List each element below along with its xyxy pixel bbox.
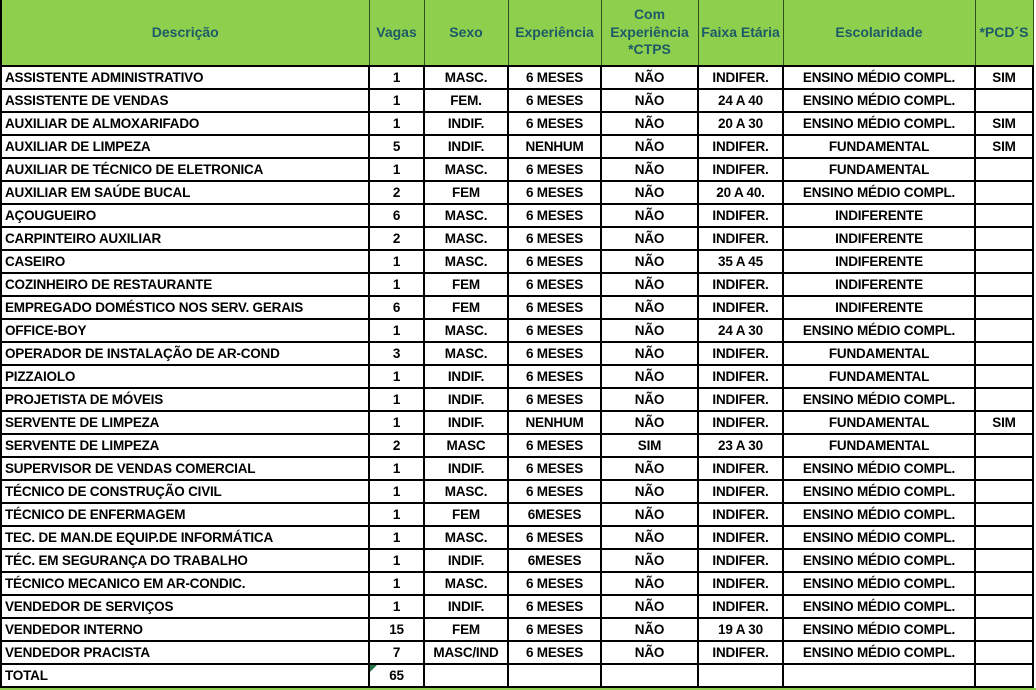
cell-sexo: MASC. — [424, 572, 508, 595]
total-empty-cell-sexo — [424, 664, 508, 687]
total-empty-cell-com-experiencia-ctps — [601, 664, 698, 687]
cell-descricao: ASSISTENTE DE VENDAS — [1, 89, 369, 112]
cell-escolaridade: ENSINO MÉDIO COMPL. — [783, 181, 975, 204]
cell-descricao: VENDEDOR DE SERVIÇOS — [1, 595, 369, 618]
cell-descricao: TÉCNICO MECANICO EM AR-CONDIC. — [1, 572, 369, 595]
cell-com-experiencia-ctps: NÃO — [601, 89, 698, 112]
cell-sexo: FEM — [424, 273, 508, 296]
table-row — [1, 89, 1033, 112]
cell-escolaridade: ENSINO MÉDIO COMPL. — [783, 457, 975, 480]
cell-pcds — [975, 572, 1033, 595]
cell-vagas: 2 — [369, 434, 424, 457]
total-empty-cell-faixa-etaria — [698, 664, 783, 687]
cell-vagas: 1 — [369, 89, 424, 112]
cell-experiencia: 6 MESES — [508, 480, 601, 503]
cell-sexo: MASC. — [424, 66, 508, 89]
cell-faixa-etaria: INDIFER. — [698, 66, 783, 89]
cell-faixa-etaria: 24 A 40 — [698, 89, 783, 112]
cell-sexo: MASC. — [424, 526, 508, 549]
cell-vagas: 1 — [369, 526, 424, 549]
table-row — [1, 572, 1033, 595]
cell-escolaridade: INDIFERENTE — [783, 296, 975, 319]
cell-pcds — [975, 181, 1033, 204]
cell-pcds — [975, 595, 1033, 618]
cell-vagas: 15 — [369, 618, 424, 641]
cell-vagas: 1 — [369, 503, 424, 526]
cell-experiencia: 6 MESES — [508, 342, 601, 365]
table-row — [1, 227, 1033, 250]
cell-experiencia: 6 MESES — [508, 250, 601, 273]
table-row — [1, 526, 1033, 549]
cell-experiencia: 6 MESES — [508, 227, 601, 250]
cell-sexo: MASC/IND — [424, 641, 508, 664]
cell-sexo: MASC. — [424, 227, 508, 250]
cell-escolaridade: INDIFERENTE — [783, 273, 975, 296]
cell-experiencia: 6 MESES — [508, 181, 601, 204]
cell-escolaridade: ENSINO MÉDIO COMPL. — [783, 112, 975, 135]
cell-descricao: EMPREGADO DOMÉSTICO NOS SERV. GERAIS — [1, 296, 369, 319]
cell-sexo: INDIF. — [424, 549, 508, 572]
cell-pcds — [975, 480, 1033, 503]
cell-vagas: 6 — [369, 204, 424, 227]
cell-sexo: FEM — [424, 503, 508, 526]
cell-escolaridade: FUNDAMENTAL — [783, 135, 975, 158]
cell-descricao: ASSISTENTE ADMINISTRATIVO — [1, 66, 369, 89]
cell-vagas: 1 — [369, 457, 424, 480]
cell-faixa-etaria: INDIFER. — [698, 296, 783, 319]
cell-pcds — [975, 503, 1033, 526]
cell-pcds — [975, 158, 1033, 181]
cell-pcds — [975, 342, 1033, 365]
cell-experiencia: 6 MESES — [508, 572, 601, 595]
cell-faixa-etaria: 35 A 45 — [698, 250, 783, 273]
table-row — [1, 296, 1033, 319]
cell-vagas: 1 — [369, 572, 424, 595]
total-empty-cell-experiencia — [508, 664, 601, 687]
cell-faixa-etaria: 23 A 30 — [698, 434, 783, 457]
cell-pcds: SIM — [975, 66, 1033, 89]
cell-descricao: SUPERVISOR DE VENDAS COMERCIAL — [1, 457, 369, 480]
cell-escolaridade: ENSINO MÉDIO COMPL. — [783, 595, 975, 618]
cell-sexo: MASC. — [424, 158, 508, 181]
cell-pcds — [975, 388, 1033, 411]
cell-descricao: SERVENTE DE LIMPEZA — [1, 434, 369, 457]
cell-vagas: 7 — [369, 641, 424, 664]
cell-escolaridade: INDIFERENTE — [783, 250, 975, 273]
column-header-experiencia: Experiência — [508, 0, 601, 66]
cell-vagas: 1 — [369, 595, 424, 618]
cell-sexo: INDIF. — [424, 388, 508, 411]
cell-escolaridade: ENSINO MÉDIO COMPL. — [783, 480, 975, 503]
cell-faixa-etaria: 20 A 30 — [698, 112, 783, 135]
cell-com-experiencia-ctps: NÃO — [601, 526, 698, 549]
column-header-com-experiencia-ctps: Com Experiência *CTPS — [601, 0, 698, 66]
cell-com-experiencia-ctps: NÃO — [601, 572, 698, 595]
cell-experiencia: 6 MESES — [508, 388, 601, 411]
cell-sexo: INDIF. — [424, 457, 508, 480]
total-empty-cell-pcds — [975, 664, 1033, 687]
cell-experiencia: 6 MESES — [508, 526, 601, 549]
cell-experiencia: 6 MESES — [508, 434, 601, 457]
total-empty-cell-escolaridade — [783, 664, 975, 687]
cell-com-experiencia-ctps: NÃO — [601, 641, 698, 664]
cell-com-experiencia-ctps: NÃO — [601, 388, 698, 411]
cell-experiencia: NENHUM — [508, 411, 601, 434]
cell-experiencia: 6 MESES — [508, 296, 601, 319]
cell-descricao: CARPINTEIRO AUXILIAR — [1, 227, 369, 250]
table-row — [1, 388, 1033, 411]
cell-faixa-etaria: INDIFER. — [698, 549, 783, 572]
cell-faixa-etaria: INDIFER. — [698, 388, 783, 411]
cell-pcds — [975, 250, 1033, 273]
cell-pcds — [975, 526, 1033, 549]
cell-experiencia: 6 MESES — [508, 66, 601, 89]
cell-descricao: AUXILIAR DE LIMPEZA — [1, 135, 369, 158]
cell-sexo: INDIF. — [424, 595, 508, 618]
table-row — [1, 112, 1033, 135]
column-header-descricao: Descrição — [1, 0, 369, 66]
cell-pcds — [975, 641, 1033, 664]
cell-sexo: INDIF. — [424, 112, 508, 135]
cell-experiencia: 6 MESES — [508, 204, 601, 227]
cell-descricao: COZINHEIRO DE RESTAURANTE — [1, 273, 369, 296]
table-row — [1, 342, 1033, 365]
cell-vagas: 6 — [369, 296, 424, 319]
cell-experiencia: 6 MESES — [508, 641, 601, 664]
cell-pcds — [975, 457, 1033, 480]
table-row — [1, 365, 1033, 388]
table-row — [1, 158, 1033, 181]
cell-vagas: 1 — [369, 319, 424, 342]
cell-com-experiencia-ctps: NÃO — [601, 549, 698, 572]
cell-faixa-etaria: INDIFER. — [698, 365, 783, 388]
cell-com-experiencia-ctps: NÃO — [601, 112, 698, 135]
cell-experiencia: 6 MESES — [508, 158, 601, 181]
cell-faixa-etaria: INDIFER. — [698, 595, 783, 618]
cell-pcds: SIM — [975, 135, 1033, 158]
cell-pcds: SIM — [975, 112, 1033, 135]
cell-vagas: 2 — [369, 181, 424, 204]
cell-descricao: VENDEDOR INTERNO — [1, 618, 369, 641]
table-row — [1, 250, 1033, 273]
cell-pcds: SIM — [975, 411, 1033, 434]
cell-descricao: TÉCNICO DE ENFERMAGEM — [1, 503, 369, 526]
column-header-sexo: Sexo — [424, 0, 508, 66]
total-vagas-value: 65 — [369, 664, 424, 687]
cell-experiencia: 6MESES — [508, 503, 601, 526]
cell-vagas: 1 — [369, 112, 424, 135]
cell-experiencia: 6 MESES — [508, 112, 601, 135]
cell-descricao: OFFICE-BOY — [1, 319, 369, 342]
cell-faixa-etaria: INDIFER. — [698, 503, 783, 526]
table-row — [1, 480, 1033, 503]
cell-descricao: TÉC. EM SEGURANÇA DO TRABALHO — [1, 549, 369, 572]
cell-com-experiencia-ctps: NÃO — [601, 411, 698, 434]
cell-faixa-etaria: INDIFER. — [698, 457, 783, 480]
cell-vagas: 2 — [369, 227, 424, 250]
cell-pcds — [975, 273, 1033, 296]
cell-faixa-etaria: INDIFER. — [698, 135, 783, 158]
cell-descricao: AUXILIAR DE ALMOXARIFADO — [1, 112, 369, 135]
table-row — [1, 595, 1033, 618]
cell-sexo: MASC. — [424, 480, 508, 503]
cell-escolaridade: INDIFERENTE — [783, 227, 975, 250]
cell-escolaridade: ENSINO MÉDIO COMPL. — [783, 388, 975, 411]
cell-sexo: FEM — [424, 618, 508, 641]
cell-com-experiencia-ctps: NÃO — [601, 158, 698, 181]
cell-faixa-etaria: INDIFER. — [698, 572, 783, 595]
cell-escolaridade: ENSINO MÉDIO COMPL. — [783, 526, 975, 549]
cell-faixa-etaria: INDIFER. — [698, 480, 783, 503]
column-header-faixa-etaria: Faixa Etária — [698, 0, 783, 66]
cell-pcds — [975, 365, 1033, 388]
cell-pcds — [975, 227, 1033, 250]
cell-experiencia: 6 MESES — [508, 319, 601, 342]
table-row — [1, 66, 1033, 89]
cell-experiencia: NENHUM — [508, 135, 601, 158]
cell-com-experiencia-ctps: NÃO — [601, 618, 698, 641]
cell-vagas: 1 — [369, 273, 424, 296]
table-row — [1, 457, 1033, 480]
table-header-row — [1, 0, 1033, 66]
cell-descricao: AÇOUGUEIRO — [1, 204, 369, 227]
cell-sexo: FEM — [424, 181, 508, 204]
cell-vagas: 1 — [369, 250, 424, 273]
cell-escolaridade: FUNDAMENTAL — [783, 411, 975, 434]
cell-experiencia: 6 MESES — [508, 595, 601, 618]
cell-com-experiencia-ctps: NÃO — [601, 204, 698, 227]
table-row — [1, 434, 1033, 457]
total-label: TOTAL — [1, 664, 369, 687]
cell-vagas: 1 — [369, 480, 424, 503]
cell-pcds — [975, 89, 1033, 112]
cell-experiencia: 6 MESES — [508, 89, 601, 112]
cell-escolaridade: FUNDAMENTAL — [783, 365, 975, 388]
cell-com-experiencia-ctps: NÃO — [601, 135, 698, 158]
cell-experiencia: 6 MESES — [508, 457, 601, 480]
cell-com-experiencia-ctps: NÃO — [601, 319, 698, 342]
cell-com-experiencia-ctps: NÃO — [601, 480, 698, 503]
table-row — [1, 319, 1033, 342]
cell-sexo: MASC — [424, 434, 508, 457]
cell-com-experiencia-ctps: NÃO — [601, 227, 698, 250]
table-row — [1, 273, 1033, 296]
cell-faixa-etaria: INDIFER. — [698, 342, 783, 365]
cell-sexo: MASC. — [424, 342, 508, 365]
cell-experiencia: 6MESES — [508, 549, 601, 572]
cell-descricao: OPERADOR DE INSTALAÇÃO DE AR-COND — [1, 342, 369, 365]
cell-sexo: MASC. — [424, 319, 508, 342]
cell-descricao: AUXILIAR EM SAÚDE BUCAL — [1, 181, 369, 204]
table-row — [1, 641, 1033, 664]
cell-descricao: SERVENTE DE LIMPEZA — [1, 411, 369, 434]
cell-faixa-etaria: INDIFER. — [698, 411, 783, 434]
table-row — [1, 135, 1033, 158]
total-row — [1, 664, 1033, 687]
cell-faixa-etaria: INDIFER. — [698, 641, 783, 664]
cell-descricao: TÉCNICO DE CONSTRUÇÃO CIVIL — [1, 480, 369, 503]
cell-escolaridade: ENSINO MÉDIO COMPL. — [783, 549, 975, 572]
cell-vagas: 1 — [369, 549, 424, 572]
cell-sexo: FEM — [424, 296, 508, 319]
cell-descricao: TEC. DE MAN.DE EQUIP.DE INFORMÁTICA — [1, 526, 369, 549]
cell-com-experiencia-ctps: SIM — [601, 434, 698, 457]
cell-com-experiencia-ctps: NÃO — [601, 503, 698, 526]
cell-pcds — [975, 434, 1033, 457]
cell-escolaridade: ENSINO MÉDIO COMPL. — [783, 66, 975, 89]
cell-faixa-etaria: INDIFER. — [698, 526, 783, 549]
cell-vagas: 1 — [369, 365, 424, 388]
cell-com-experiencia-ctps: NÃO — [601, 273, 698, 296]
cell-pcds — [975, 319, 1033, 342]
table-row — [1, 411, 1033, 434]
cell-com-experiencia-ctps: NÃO — [601, 296, 698, 319]
cell-escolaridade: ENSINO MÉDIO COMPL. — [783, 641, 975, 664]
cell-faixa-etaria: INDIFER. — [698, 158, 783, 181]
cell-com-experiencia-ctps: NÃO — [601, 342, 698, 365]
cell-sexo: INDIF. — [424, 411, 508, 434]
cell-experiencia: 6 MESES — [508, 365, 601, 388]
cell-vagas: 1 — [369, 158, 424, 181]
cell-com-experiencia-ctps: NÃO — [601, 66, 698, 89]
cell-faixa-etaria: INDIFER. — [698, 273, 783, 296]
table-row — [1, 204, 1033, 227]
cell-pcds — [975, 618, 1033, 641]
cell-vagas: 5 — [369, 135, 424, 158]
cell-faixa-etaria: INDIFER. — [698, 204, 783, 227]
cell-descricao: CASEIRO — [1, 250, 369, 273]
cell-com-experiencia-ctps: NÃO — [601, 181, 698, 204]
cell-faixa-etaria: 24 A 30 — [698, 319, 783, 342]
cell-vagas: 1 — [369, 411, 424, 434]
cell-pcds — [975, 204, 1033, 227]
cell-faixa-etaria: 20 A 40. — [698, 181, 783, 204]
cell-vagas: 1 — [369, 388, 424, 411]
cell-com-experiencia-ctps: NÃO — [601, 595, 698, 618]
cell-escolaridade: ENSINO MÉDIO COMPL. — [783, 618, 975, 641]
cell-descricao: AUXILIAR DE TÉCNICO DE ELETRONICA — [1, 158, 369, 181]
cell-sexo: MASC. — [424, 250, 508, 273]
table-row — [1, 618, 1033, 641]
cell-pcds — [975, 296, 1033, 319]
cell-sexo: FEM. — [424, 89, 508, 112]
cell-faixa-etaria: INDIFER. — [698, 227, 783, 250]
cell-escolaridade: FUNDAMENTAL — [783, 342, 975, 365]
table-row — [1, 549, 1033, 572]
table-row — [1, 503, 1033, 526]
cell-descricao: PIZZAIOLO — [1, 365, 369, 388]
cell-com-experiencia-ctps: NÃO — [601, 365, 698, 388]
cell-descricao: PROJETISTA DE MÓVEIS — [1, 388, 369, 411]
cell-escolaridade: ENSINO MÉDIO COMPL. — [783, 89, 975, 112]
cell-com-experiencia-ctps: NÃO — [601, 457, 698, 480]
cell-experiencia: 6 MESES — [508, 618, 601, 641]
cell-faixa-etaria: 19 A 30 — [698, 618, 783, 641]
cell-descricao: VENDEDOR PRACISTA — [1, 641, 369, 664]
cell-pcds — [975, 549, 1033, 572]
column-header-vagas: Vagas — [369, 0, 424, 66]
cell-escolaridade: FUNDAMENTAL — [783, 158, 975, 181]
cell-escolaridade: ENSINO MÉDIO COMPL. — [783, 503, 975, 526]
cell-experiencia: 6 MESES — [508, 273, 601, 296]
cell-escolaridade: ENSINO MÉDIO COMPL. — [783, 319, 975, 342]
column-header-pcds: *PCD´S — [975, 0, 1033, 66]
cell-vagas: 1 — [369, 66, 424, 89]
column-header-escolaridade: Escolaridade — [783, 0, 975, 66]
cell-escolaridade: INDIFERENTE — [783, 204, 975, 227]
cell-sexo: MASC. — [424, 204, 508, 227]
cell-sexo: INDIF. — [424, 135, 508, 158]
cell-sexo: INDIF. — [424, 365, 508, 388]
cell-com-experiencia-ctps: NÃO — [601, 250, 698, 273]
cell-escolaridade: ENSINO MÉDIO COMPL. — [783, 572, 975, 595]
table-row — [1, 181, 1033, 204]
cell-escolaridade: FUNDAMENTAL — [783, 434, 975, 457]
cell-vagas: 3 — [369, 342, 424, 365]
